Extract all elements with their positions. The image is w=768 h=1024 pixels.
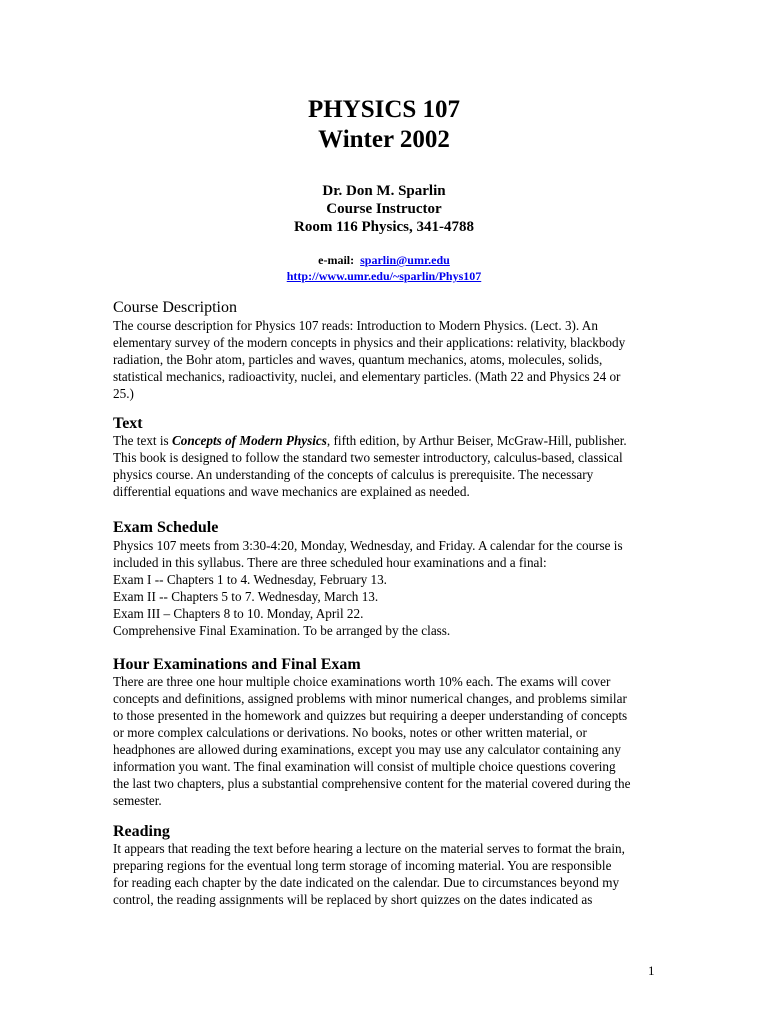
text-line: The course description for Physics 107 reads: Introduction to Modern Physics. (Lect. 3). An xyxy=(113,318,598,333)
email-line xyxy=(0,252,768,268)
text-line: statistical mechanics, radioactivity, nuclei, and elementary particles. (Math 22 and Physics 24 or xyxy=(113,369,621,384)
text-line: the last two chapters, plus a substantial comprehensive content for the material covered during the xyxy=(113,776,631,791)
text-fragment: The text is xyxy=(113,433,172,448)
page-number: 1 xyxy=(648,963,655,978)
text-line: to those presented in the homework and quizzes but requiring a deeper understanding of concepts xyxy=(113,708,628,723)
email-link[interactable]: sparlin@umr.edu xyxy=(360,253,450,267)
paragraph-exam-schedule xyxy=(113,537,658,639)
text-line: differential equations and wave mechanics are explained as needed. xyxy=(113,484,470,499)
paragraph-text xyxy=(113,432,658,500)
text-line: There are three one hour multiple choice examinations worth 10% each. The exams will cover xyxy=(113,674,611,689)
email-label: e-mail: xyxy=(318,253,355,267)
heading-exam-schedule: Exam Schedule xyxy=(113,519,219,536)
text-line: or more complex calculations or derivations. No books, notes or other written material, or xyxy=(113,725,587,740)
heading-reading: Reading xyxy=(113,823,170,840)
text-line: information you want. The final examination will consist of multiple choice questions covering xyxy=(113,759,616,774)
course-title: PHYSICS 107 xyxy=(307,96,461,123)
paragraph-course-description xyxy=(113,317,658,402)
text-line: Comprehensive Final Examination. To be arranged by the class. xyxy=(113,623,451,638)
text-line xyxy=(113,432,658,449)
text-line: semester. xyxy=(113,793,162,808)
paragraph-reading xyxy=(113,840,658,908)
website-line xyxy=(0,268,768,284)
text-line: headphones are allowed during examinations, except you may use any calculator containing any xyxy=(113,742,621,757)
text-line: elementary survey of the modern concepts in physics and their applications: relativity, blackbody xyxy=(113,335,626,350)
text-line: physics course. An understanding of the concepts of calculus is prerequisite. The necessary xyxy=(113,467,594,482)
heading-hour-examinations: Hour Examinations and Final Exam xyxy=(113,656,361,673)
text-line: concepts and definitions, assigned problems with minor numerical changes, and problems similar xyxy=(113,691,627,706)
text-line: preparing regions for the eventual long term storage of incoming material. You are responsible xyxy=(113,858,612,873)
book-title: Concepts of Modern Physics xyxy=(171,433,327,448)
text-line: for reading each chapter by the date indicated on the calendar. Due to circumstances beyond my xyxy=(113,875,620,890)
text-line: 25.) xyxy=(113,386,134,401)
text-line: It appears that reading the text before hearing a lecture on the material serves to format the brain, xyxy=(113,841,625,856)
instructor-name: Dr. Don M. Sparlin xyxy=(322,183,446,199)
paragraph-hour-examinations xyxy=(113,673,658,809)
course-term: Winter 2002 xyxy=(318,126,450,153)
instructor-office: Room 116 Physics, 341-4788 xyxy=(294,219,474,235)
website-link[interactable]: http://www.umr.edu/~sparlin/Phys107 xyxy=(286,269,482,283)
text-line: This book is designed to follow the standard two semester introductory, calculus-based, classical xyxy=(113,450,623,465)
text-line: included in this syllabus. There are three scheduled hour examinations and a final: xyxy=(113,555,547,570)
heading-text: Text xyxy=(113,415,143,432)
instructor-role: Course Instructor xyxy=(326,201,442,217)
text-line: Exam II -- Chapters 5 to 7. Wednesday, March 13. xyxy=(113,589,379,604)
text-line: Exam III – Chapters 8 to 10. Monday, April 22. xyxy=(113,606,364,621)
text-line: radiation, the Bohr atom, particles and waves, quantum mechanics, atoms, molecules, solids, xyxy=(113,352,603,367)
text-fragment: , fifth edition, by Arthur Beiser, McGraw-Hill, publisher. xyxy=(326,433,627,448)
text-line: Physics 107 meets from 3:30-4:20, Monday, Wednesday, and Friday. A calendar for the course is xyxy=(113,538,623,553)
text-line: control, the reading assignments will be replaced by short quizzes on the dates indicated as xyxy=(113,892,593,907)
text-line: Exam I -- Chapters 1 to 4. Wednesday, February 13. xyxy=(113,572,387,587)
heading-course-description: Course Description xyxy=(113,299,237,316)
